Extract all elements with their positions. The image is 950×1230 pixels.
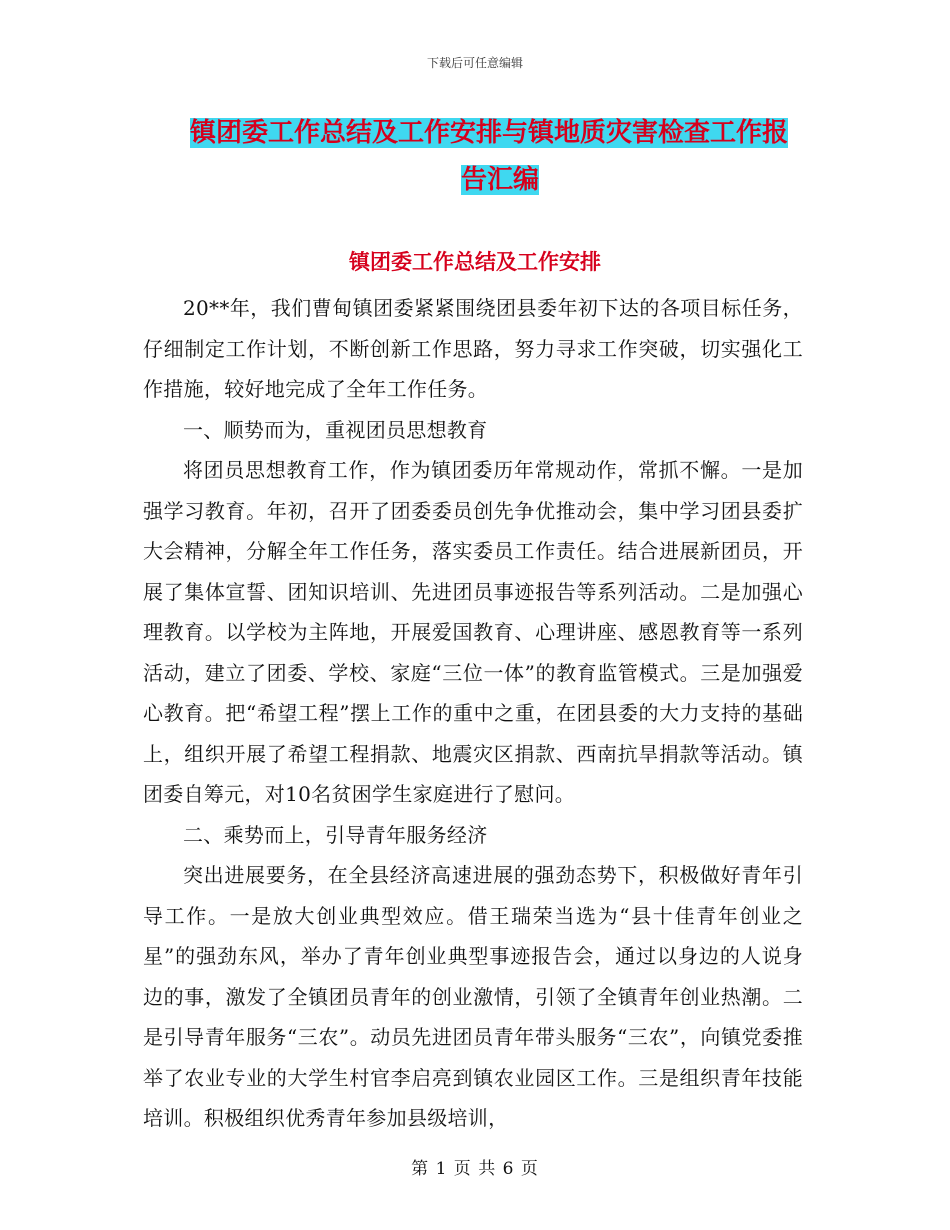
paragraph-intro: 20**年，我们曹甸镇团委紧紧围绕团县委年初下达的各项目标任务，仔细制定工作计划，不断创新工作思路，努力寻求工作突破，切实强化工作措施，较好地完成了全年工作任务。: [143, 296, 803, 401]
body-text: [143, 288, 803, 1139]
section-title: 镇团委工作总结及工作安排: [349, 249, 601, 274]
document-title: [190, 110, 810, 204]
document-title-line-1: 镇团委工作总结及工作安排与镇地质灾害检查工作报: [190, 118, 789, 148]
paragraph-section-1: 将团员思想教育工作，作为镇团委历年常规动作，常抓不懈。一是加强学习教育。年初，召开了团委委员创先争优推动会，集中学习团县委扩大会精神，分解全年工作任务，落实委员工作责任。结合进展新团员，开展了集体宣誓、团知识培训、先进团员事迹报告等系列活动。二是加强心理教育。以学校为主阵地，开展爱国教育、心理讲座、感恩教育等一系列活动，建立了团委、学校、家庭“三位一体”的教育监管模式。三是加强爱心教育。把“希望工程”摆上工作的重中之重，在团县委的大力支持的基础上，组织开展了希望工程捐款、地震灾区捐款、西南抗旱捐款等活动。镇团委自筹元，对10名贫困学生家庭进行了慰问。: [143, 458, 803, 806]
heading-section-1: 一、顺势而为，重视团员思想教育: [183, 417, 488, 442]
document-title-line-2: 告汇编: [460, 165, 539, 195]
heading-section-2: 二、乘势而上，引导青年服务经济: [183, 822, 488, 847]
page-number: 第 1 页 共 6 页: [411, 1159, 539, 1179]
paragraph-section-2: 突出进展要务，在全县经济高速进展的强劲态势下，积极做好青年引导工作。一是放大创业典型效应。借王瑞荣当选为“县十佳青年创业之星”的强劲东风，举办了青年创业典型事迹报告会，通过以身边的人说身边的事，激发了全镇团员青年的创业激情，引领了全镇青年创业热潮。二是引导青年服务“三农”。动员先进团员青年带头服务“三农”，向镇党委推举了农业专业的大学生村官李启亮到镇农业园区工作。三是组织青年技能培训。积极组织优秀青年参加县级培训，: [143, 863, 803, 1130]
page-header-note: 下载后可任意编辑: [426, 56, 523, 70]
